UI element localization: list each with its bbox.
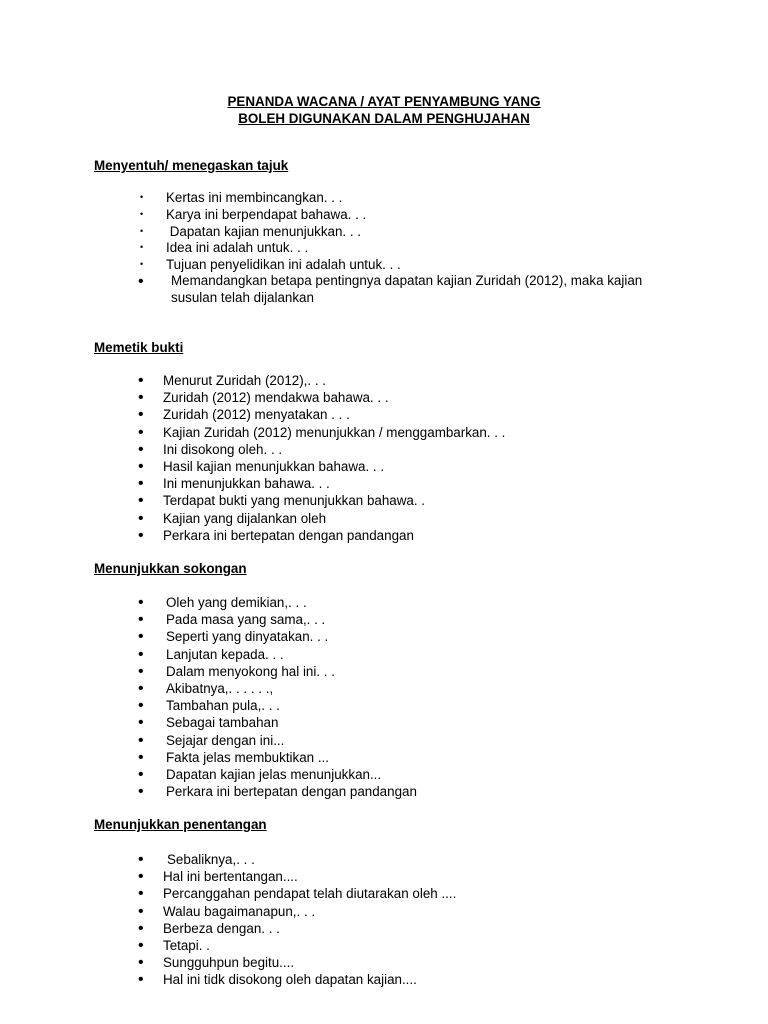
list-item: • Berbeza dengan. . . — [138, 919, 280, 937]
list-item: • Zuridah (2012) mendakwa bahawa. . . — [138, 389, 389, 407]
bullet-icon: • — [138, 679, 144, 697]
list-item: • Zuridah (2012) menyatakan . . . — [138, 406, 350, 424]
bullet-icon: • — [138, 389, 144, 407]
bullet-icon: • — [138, 783, 144, 801]
list-item: • Terdapat bukti yang menunjukkan bahawa. . — [138, 492, 426, 510]
bullet-icon: • — [138, 954, 144, 972]
bullet-icon: • — [138, 731, 144, 749]
bullet-icon: • — [138, 971, 144, 989]
bullet-icon: • — [140, 242, 144, 252]
bullet-icon: • — [140, 209, 144, 219]
bullet-icon: • — [140, 258, 144, 269]
bullet-icon: • — [138, 492, 144, 510]
bullet-icon: • — [140, 192, 144, 202]
bullet-icon: • — [138, 645, 144, 663]
list-item: • Sungguhpun begitu.... — [138, 954, 295, 972]
bullet-icon: • — [138, 919, 144, 937]
list-memetik-bukti — [140, 372, 720, 544]
list-item: • Perkara ini bertepatan dengan pandangan — [138, 526, 414, 544]
list-menyentuh — [140, 189, 720, 306]
list-item: • Dalam menyokong hal ini. . . — [138, 662, 335, 680]
title-line-1: PENANDA WACANA / AYAT PENYAMBUNG YANG — [227, 94, 541, 109]
list-item: • Dapatan kajian jelas menunjukkan... — [138, 765, 382, 783]
bullet-icon: • — [138, 475, 144, 493]
list-item: • Pada masa yang sama,. . . — [138, 611, 326, 629]
bullet-icon: • — [138, 885, 144, 903]
list-item: • Tambahan pula,. . . — [138, 697, 280, 715]
bullet-icon: • — [138, 851, 144, 868]
bullet-icon: • — [138, 423, 144, 441]
bullet-icon: • — [138, 902, 144, 920]
bullet-icon: • — [138, 406, 144, 424]
bullet-icon: • — [138, 509, 144, 527]
bullet-icon: • — [138, 748, 144, 766]
list-menunjukkan-penentangan — [140, 851, 720, 989]
bullet-icon: • — [138, 868, 144, 886]
list-item: • Sebaliknya,. . . — [138, 851, 255, 868]
bullet-icon: • — [138, 714, 144, 732]
list-item: • Akibatnya,. . . . . ., — [138, 679, 274, 697]
list-item: • Memandangkan betapa pentingnya dapatan kajian Zuridah (2012), maka kajian susulan telah dijalankan — [138, 273, 643, 306]
section-heading-menunjukkan-sokongan: Menunjukkan sokongan — [94, 561, 247, 576]
section-heading-menunjukkan-penentangan: Menunjukkan penentangan — [94, 817, 267, 832]
list-item: • Sejajar dengan ini... — [138, 731, 285, 749]
bullet-icon: • — [138, 273, 144, 290]
bullet-icon: • — [138, 765, 144, 783]
list-item: • Walau bagaimanapun,. . . — [138, 902, 316, 920]
list-item: • Fakta jelas membuktikan ... — [138, 748, 329, 766]
title-line-2: BOLEH DIGUNAKAN DALAM PENGHUJAHAN — [238, 111, 530, 126]
list-item: • Tetapi. . — [138, 936, 210, 954]
list-item: • Idea ini adalah untuk. . . — [140, 240, 309, 255]
list-item: • Sebagai tambahan — [138, 714, 279, 732]
bullet-icon: • — [138, 457, 144, 475]
bullet-icon: • — [138, 628, 144, 646]
list-item: • Lanjutan kepada. . . — [138, 645, 284, 663]
section-heading-memetik-bukti: Memetik bukti — [94, 340, 184, 355]
bullet-icon: • — [138, 697, 144, 715]
list-item: • Menurut Zuridah (2012),. . . — [138, 372, 326, 389]
section-heading-menyentuh: Menyentuh/ menegaskan tajuk — [94, 158, 289, 173]
bullet-icon: • — [140, 225, 144, 236]
list-item: • Hasil kajian menunjukkan bahawa. . . — [138, 457, 385, 475]
list-menunjukkan-sokongan — [140, 594, 720, 800]
list-item: • Karya ini berpendapat bahawa. . . — [140, 207, 367, 222]
list-item: • Ini menunjukkan bahawa. . . — [138, 475, 330, 493]
list-item: • Kajian yang dijalankan oleh — [138, 509, 327, 527]
bullet-icon: • — [138, 526, 144, 544]
list-item: • Hal ini bertentangan.... — [138, 868, 298, 886]
list-item: • Ini disokong oleh. . . — [138, 440, 283, 458]
list-item: • Kajian Zuridah (2012) menunjukkan / menggambarkan. . . — [138, 423, 506, 441]
bullet-icon: • — [138, 594, 144, 611]
list-item: • Dapatan kajian menunjukkan. . . — [140, 223, 362, 239]
bullet-icon: • — [138, 662, 144, 680]
list-item: • Perkara ini bertepatan dengan pandangan — [138, 783, 417, 801]
bullet-icon: • — [138, 611, 144, 629]
list-item: • Tujuan penyelidikan ini adalah untuk. . . — [140, 256, 401, 272]
list-item: • Percanggahan pendapat telah diutarakan oleh .... — [138, 885, 457, 903]
list-item: • Kertas ini membincangkan. . . — [140, 190, 343, 205]
list-item: • Hal ini tidk disokong oleh dapatan kajian.... — [138, 971, 417, 989]
list-item: • Oleh yang demikian,. . . — [138, 594, 307, 611]
bullet-icon: • — [138, 936, 144, 954]
bullet-icon: • — [138, 372, 144, 389]
list-item: • Seperti yang dinyatakan. . . — [138, 628, 329, 646]
bullet-icon: • — [138, 440, 144, 458]
